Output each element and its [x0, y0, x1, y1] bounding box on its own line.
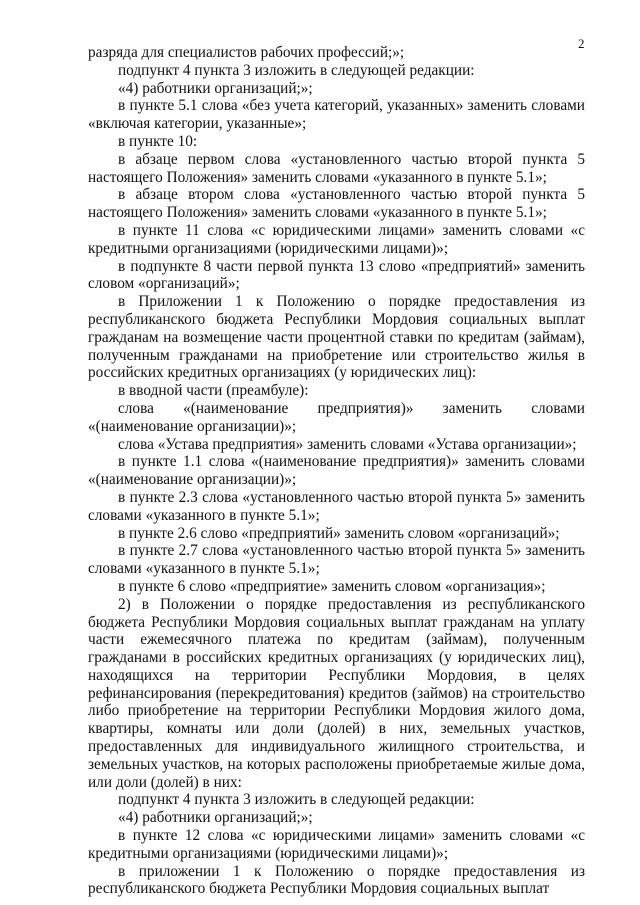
page-number: 2 — [578, 36, 585, 51]
paragraph: «4) работники организаций;»; — [118, 809, 313, 827]
paragraph: в пункте 10: — [118, 132, 198, 150]
paragraph: в вводной части (преамбуле): — [118, 382, 309, 400]
document-body — [88, 44, 585, 898]
paragraph: в абзаце первом слова «установленного частью второй пункта 5 настоящего Положения» заменить словами «указанного в пункте 5.1»; — [88, 150, 585, 186]
paragraph: в приложении 1 к Положению о порядке предоставления из республиканского бюджета Республики Мордовия социальных выплат — [88, 862, 585, 898]
paragraph: в пункте 2.3 слова «установленного частью второй пункта 5» заменить словами «указанного в пункте 5.1»; — [88, 488, 585, 524]
paragraph: в пункте 11 слова «с юридическими лицами» заменить словами «с кредитными организациями (юридическими лицами)»; — [88, 221, 585, 257]
paragraph: разряда для специалистов рабочих профессий;»; — [88, 44, 405, 61]
paragraph: подпункт 4 пункта 3 изложить в следующей редакции: — [118, 791, 475, 809]
paragraph: в пункте 1.1 слова «(наименование предприятия)» заменить словами «(наименование организации)»; — [88, 453, 585, 489]
paragraph: в абзаце втором слова «установленного частью второй пункта 5 настоящего Положения» заменить словами «указанного в пункте 5.1»; — [88, 186, 585, 222]
paragraph: слова «(наименование предприятия)» заменить словами «(наименование организации)»; — [88, 399, 585, 435]
paragraph: в пункте 12 слова «с юридическими лицами» заменить словами «с кредитными организациями (юридическими лицами)»; — [88, 827, 585, 862]
paragraph: в подпункте 8 части первой пункта 13 слово «предприятий» заменить словом «организаций»; — [88, 257, 585, 293]
paragraph: слова «Устава предприятия» заменить словами «Устава организации»; — [118, 435, 577, 453]
paragraph: в пункте 6 слово «предприятие» заменить словом «организация»; — [118, 577, 546, 595]
paragraph: подпункт 4 пункта 3 изложить в следующей редакции: — [118, 61, 475, 79]
paragraph: в Приложении 1 к Положению о порядке предоставления из республиканского бюджета Республики Мордовия социальных выплат гражданам на возмещение части процентной ставки по кредитам (займам), полученным гражданами на приобретение или строительство жилья в российских кредитных организациях (у юридических лиц): — [88, 293, 585, 382]
paragraph: «4) работники организаций;»; — [118, 79, 313, 97]
paragraph: в пункте 2.7 слова «установленного частью второй пункта 5» заменить словами «указанного в пункте 5.1»; — [88, 542, 585, 578]
paragraph: 2) в Положении о порядке предоставления из республиканского бюджета Республики Мордовия социальных выплат гражданам на уплату части ежемесячного платежа по кредитам (займам), полученным гражданами в российских кредитных организациях (у юридических лиц), находящихся на территории Республики Мордовия, в целях рефинансирования (перекредитования) кредитов (займов) на строительство либо приобретение на территории Республики Мордовия жилого дома, квартиры, комнаты или доли (долей) в них, земельных участков, предоставленных для индивидуального жилищного строительства, и земельных участков, на которых расположены приобретаемые жилые дома, или доли (долей) в них: — [88, 595, 585, 791]
paragraph: в пункте 5.1 слова «без учета категорий, указанных» заменить словами «включая категории, указанные»; — [88, 97, 585, 133]
paragraph: в пункте 2.6 слово «предприятий» заменить словом «организаций»; — [118, 524, 560, 542]
